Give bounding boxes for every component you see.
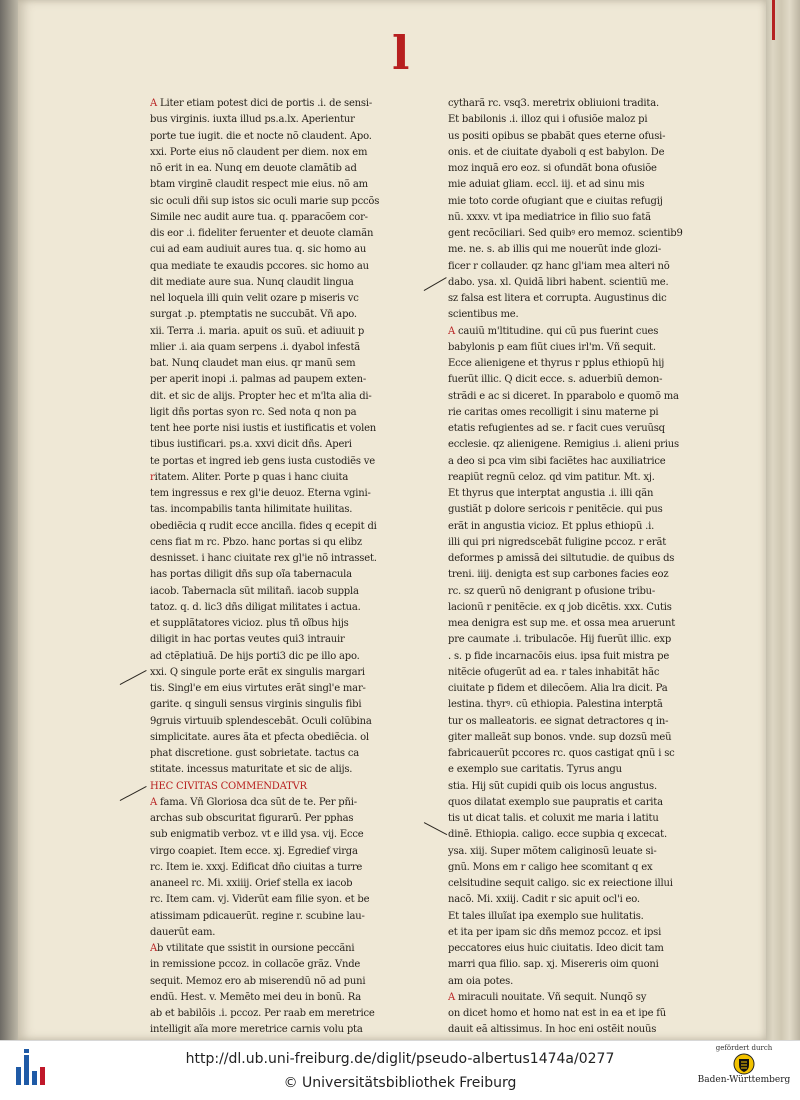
text-line: etatis refugientes ad se. r facit cues veruũsq: [448, 423, 665, 434]
text-line: strãdi e ac si diceret. In pparabolo e quomõ ma: [448, 390, 679, 402]
text-line: tent hee porte nisi iustis et iustificatis et volen: [150, 423, 377, 434]
text-line: cytharã rc. vsq3. meretrix obliuioni tradita.: [448, 98, 659, 109]
text-line: lestina. thyrꝰ. cũ ethiopia. Palestina interptã: [448, 699, 663, 711]
text-line: rc. Item cam. vj. Viderũt eam filie syon. et be: [150, 894, 370, 906]
text-line: moz inquã ero eoz. si ofundãt bona ofusiõe: [448, 163, 657, 174]
text-line: ciuitate p fidem et dilecõem. Alia lra dicit. Pa: [448, 683, 668, 694]
text-line: celsitudine sequit caligo. sic ex reiectione illui: [448, 878, 673, 889]
text-line: bus virginis. iuxta illud ps.a.lx. Aperientur: [150, 114, 355, 126]
folio-mark: l: [392, 26, 410, 80]
text-line: dauit eã altissimus. In hoc eni ostẽit nouũs: [448, 1024, 657, 1036]
text-line: A Liter etiam potest dici de portis .i. de sensi-: [150, 98, 373, 109]
text-line: tas. incompabilis tanta hilimitate huilitas.: [150, 504, 353, 516]
text-line: giter malleãt sup bonos. vnde. sup dozsũ meũ: [448, 731, 672, 743]
sponsor-label: gefördert durch: [715, 1044, 773, 1052]
text-line: desnisset. i hanc ciuitate rex gl'ie nõ intrasset.: [150, 553, 377, 564]
text-line: phat discretione. gust sobrietate. tactus ca: [150, 748, 359, 759]
text-line: tatoz. q. d. lic3 dñs diligat militates i actua.: [150, 601, 361, 613]
text-line: Simile nec audit aure tua. q. pparacõem cor-: [150, 211, 368, 223]
text-line: A cauiũ m'ltitudine. qui cũ pus fuerint cues: [448, 325, 659, 337]
text-line: ficer r collauder. qz hanc gl'iam mea alteri nõ: [448, 260, 670, 272]
ub-freiburg-logo-icon[interactable]: [12, 1047, 52, 1091]
text-line: bat. Nunq claudet man eius. qr manũ sem: [150, 358, 356, 369]
text-line: xii. Terra .i. maria. apuit os suũ. et adiuuit p: [150, 325, 365, 337]
text-line: tis ut dicat talis. et coluxit me maria i latitu: [448, 813, 659, 824]
text-line: . s. p fide incarnacõis eius. ipsa fuit mistra pe: [448, 650, 670, 662]
text-line: simplicitate. aures ãta et pfecta obediẽcia. ol: [150, 731, 369, 743]
text-line: porte tue iugit. die et nocte nõ claudent. Apo.: [150, 130, 372, 142]
text-line: tem ingressus e rex gl'ie deuoz. Eterna vgini-: [150, 488, 371, 499]
text-line: gnũ. Mons em r caligo hee scomitant q ex: [448, 861, 653, 873]
text-line: ligit dñs portas syon rc. Sed nota q non pa: [150, 406, 357, 418]
text-line: deformes p amissã dei siltutudie. de quibus ds: [448, 553, 675, 564]
text-line: A fama. Vñ Gloriosa dca sũt de te. Per pñi-: [150, 796, 357, 808]
text-line: erãt in angustia vicioz. Et pplus ethiopũ .i.: [448, 520, 655, 532]
text-line: sic oculi dñi sup istos sic oculi marie sup pccõs: [150, 195, 380, 207]
text-line: cui ad eam audiuit aures tua. q. sic homo au: [150, 244, 367, 256]
text-line: intelligit aĩa more meretrice carnis volu pta: [150, 1024, 363, 1036]
text-line: nacõ. Mi. xxiij. Cadit r sic apuit ocl'i eo.: [448, 894, 640, 906]
text-line: qua mediate te exaudis pccores. sic homo au: [150, 260, 369, 272]
text-line: illi qui pri nigredscebãt fuligine pccoz. r erãt: [448, 536, 667, 548]
text-line: HEC CIVITAS COMMENDATVR: [150, 780, 307, 792]
text-line: dinẽ. Ethiopia. caligo. ecce supbia q excecat.: [448, 829, 667, 841]
text-line: virgo coapiet. Item ecce. xj. Egredief virga: [150, 845, 358, 857]
text-line: peccatores eius huic ciuitatis. Ideo dicit tam: [448, 943, 664, 954]
text-line: gustiãt p dolore sericois r penitẽcie. qui pus: [448, 504, 663, 516]
text-line: Et tales illuĩat ipa exemplo sue hulitatis.: [448, 910, 644, 922]
text-line: cens fiat m rc. Pbzo. hanc portas si qu elibz: [150, 536, 362, 548]
text-line: rc. sz querũ nõ denigrant p ofusione tribu-: [448, 585, 656, 597]
text-line: A miraculi nouitate. Vñ sequit. Nunqõ sy: [448, 991, 647, 1003]
text-line: e exemplo sue caritatis. Tyrus angu: [448, 764, 622, 776]
text-line: te portas et ingred ieb gens iusta custodiẽs ve: [150, 455, 375, 467]
page-edges: [766, 0, 800, 1040]
text-line: dis eor .i. fideliter feruenter et deuote clamãn: [150, 228, 374, 239]
text-line: nũ. xxxv. vt ipa mediatrice in filio suo fatã: [448, 211, 651, 223]
text-line: 9gruis virtuuib splendescebãt. Oculi colũbina: [150, 715, 372, 727]
text-line: et supplãtatores vicioz. plus tñ oĩbus hijs: [150, 618, 349, 629]
text-line: mlier .i. aia quam serpens .i. dyabol infestã: [150, 341, 361, 353]
text-line: me. ne. s. ab illis qui me nouerũt inde glozi-: [448, 244, 662, 256]
text-line: ritatem. Aliter. Porte p quas i hanc ciuita: [150, 471, 349, 483]
text-line: stitate. incessus maturitate et sic de alijs.: [150, 764, 353, 776]
text-line: quos dilatat exemplo sue paupratis et carita: [448, 796, 663, 808]
text-line: xxi. Q singule porte erãt ex singulis margari: [150, 666, 365, 678]
text-line: nõ erit in ea. Nunq em deuote clamãtib ad: [150, 163, 357, 174]
text-line: reapiũt regnũ celoz. qd vim patitur. Mt. xj.: [448, 471, 655, 483]
text-line: ab et babilõis .i. pccoz. Per raab em meretrice: [150, 1008, 375, 1019]
text-line: treni. iiij. denigta est sup carbones facies eoz: [448, 569, 669, 581]
text-line: has portas diligit dñs sup oĩa tabernacula: [150, 569, 352, 581]
text-line: dauerũt eam.: [150, 926, 216, 938]
text-line: on dicet homo et homo nat est in ea et ipe fũ: [448, 1008, 667, 1019]
text-line: ysa. xiij. Super mõtem caliginosũ leuate si-: [448, 845, 657, 857]
text-line: mie aduiat gliam. eccl. iij. et ad sinu mis: [448, 179, 645, 191]
text-line: scientibus me.: [448, 309, 519, 321]
text-line: btam virginẽ claudit respect mie eius. nõ am: [150, 179, 368, 191]
text-line: am oia potes.: [448, 975, 514, 987]
text-line: iacob. Tabernacla sũt militañ. iacob suppla: [150, 585, 359, 597]
viewer-footer: [0, 1040, 800, 1100]
text-line: dabo. ysa. xl. Quidã libri habent. scientiũ me.: [448, 276, 669, 288]
text-line: dit. et sic de alijs. Propter hec et m'lta alia di-: [150, 390, 372, 402]
text-line: diligit in hac portas veutes qui3 intrauir: [150, 634, 345, 646]
text-line: ecclesie. qz alienigene. Remigius .i. alieni prius: [448, 439, 679, 451]
text-line: Ecce alienigene et thyrus r pplus ethiopũ hij: [448, 358, 665, 369]
text-line: xxi. Porte eius nõ claudent per diem. nox em: [150, 146, 368, 158]
text-line: fuerũt illic. Q dicit ecce. s. aduerbiũ demon-: [448, 374, 663, 386]
text-line: et ita per ipam sic dñs memoz pccoz. et ipsi: [448, 926, 662, 938]
text-line: tibus iustificari. ps.a. xxvi dicit dñs. Aperi: [150, 439, 352, 451]
text-line: dit mediate aure sua. Nunq claudit lingua: [150, 276, 354, 288]
text-line: Ab vtilitate que ssistit in oursione peccãni: [150, 943, 355, 954]
text-line: Et babilonis .i. illoz qui i ofusiõe maloz pi: [448, 114, 648, 126]
text-line: stia. Hij sũt cupidi quib ois locus angustus.: [448, 780, 657, 792]
text-line: surgat .p. ptemptatis ne succubãt. Vñ apo.: [150, 309, 357, 321]
text-line: sz falsa est litera et corrupta. Augustinus dic: [448, 293, 667, 304]
text-line: nel loquela illi quin velit ozare p miseris vc: [150, 293, 359, 304]
text-line: marri qua filio. sap. xj. Misereris oim quoni: [448, 959, 659, 971]
text-line: lacionũ r penitẽcie. ex q job dicẽtis. xxx. Cutis: [448, 601, 672, 613]
text-line: rc. Item ie. xxxj. Edificat dño ciuitas a turre: [150, 861, 363, 873]
document-url[interactable]: http://dl.ub.uni-freiburg.de/diglit/pseudo-albertus1474a/0277: [185, 1051, 615, 1067]
copyright-notice: © Universitätsbibliothek Freiburg: [283, 1075, 517, 1091]
text-line: atissimam pdicauerũt. regine r. scubine lau-: [150, 910, 365, 922]
right-text-column: [448, 96, 692, 1040]
text-line: per aperit inopi .i. palmas ad paupem exten-: [150, 374, 367, 386]
text-line: Et thyrus que interptat angustia .i. illi qãn: [448, 488, 654, 499]
text-line: sequit. Memoz ero ab miserendũ nõ ad puni: [150, 975, 366, 987]
text-line: ananeel rc. Mi. xxiiij. Orief stella ex iacob: [150, 878, 353, 889]
text-line: obediẽcia q rudit ecce ancilla. fides q ecepit di: [150, 520, 377, 532]
text-line: onis. et de ciuitate dyaboli q est babylon. De: [448, 146, 665, 158]
text-line: in remissione pccoz. in collacõe grãz. Vnde: [150, 959, 361, 971]
text-line: tis. Singl'e em eius virtutes erãt singl'e mar-: [150, 683, 366, 694]
text-line: nitẽcie ofugerũt ad ea. r tales inhabitãt hãc: [448, 666, 660, 678]
text-line: mie toto corde ofugiant que e ciuitas refugij: [448, 195, 663, 207]
text-line: pre caumate .i. tribulacõe. Hij fuerũt illic. exp: [448, 634, 672, 646]
text-line: tur os malleatoris. ee signat detractores q in-: [448, 715, 669, 727]
left-text-column: [150, 96, 390, 1040]
text-line: mea denigra est sup me. et ossa mea aruerunt: [448, 618, 676, 629]
text-line: a deo si pca vim sibi faciẽtes hac auxiliatrice: [448, 455, 666, 467]
text-line: garite. q singuli sensus virginis singulis fibi: [150, 699, 362, 711]
text-line: babylonis p eam fiũt ciues irl'm. Vñ sequit.: [448, 341, 656, 353]
baden-wuerttemberg-emblem-icon: [731, 1053, 757, 1075]
text-line: rie caritas omes recolligit i sinu materne pi: [448, 406, 659, 418]
sponsor-name: Baden-Württemberg: [697, 1075, 791, 1085]
text-line: archas sub obscuritat figurarũ. Per pphas: [150, 813, 354, 824]
text-line: sub enigmatib verboz. vt e illd ysa. vij. Ecce: [150, 829, 364, 841]
text-line: fabricauerũt pccores rc. quos castigat qnũ i sc: [448, 748, 675, 759]
sponsor-logo: [694, 1042, 794, 1098]
text-line: endũ. Hest. v. Memẽto mei deu in bonũ. Ra: [150, 991, 362, 1003]
text-line: ad ctẽplatiuã. De hijs porti3 dic pe illo apo.: [150, 650, 360, 662]
text-line: us positi opibus se pbabãt ques eterne ofusi-: [448, 130, 666, 142]
text-line: gent recõciliari. Sed quibꝰ ero memoz. scientib9: [448, 228, 683, 239]
